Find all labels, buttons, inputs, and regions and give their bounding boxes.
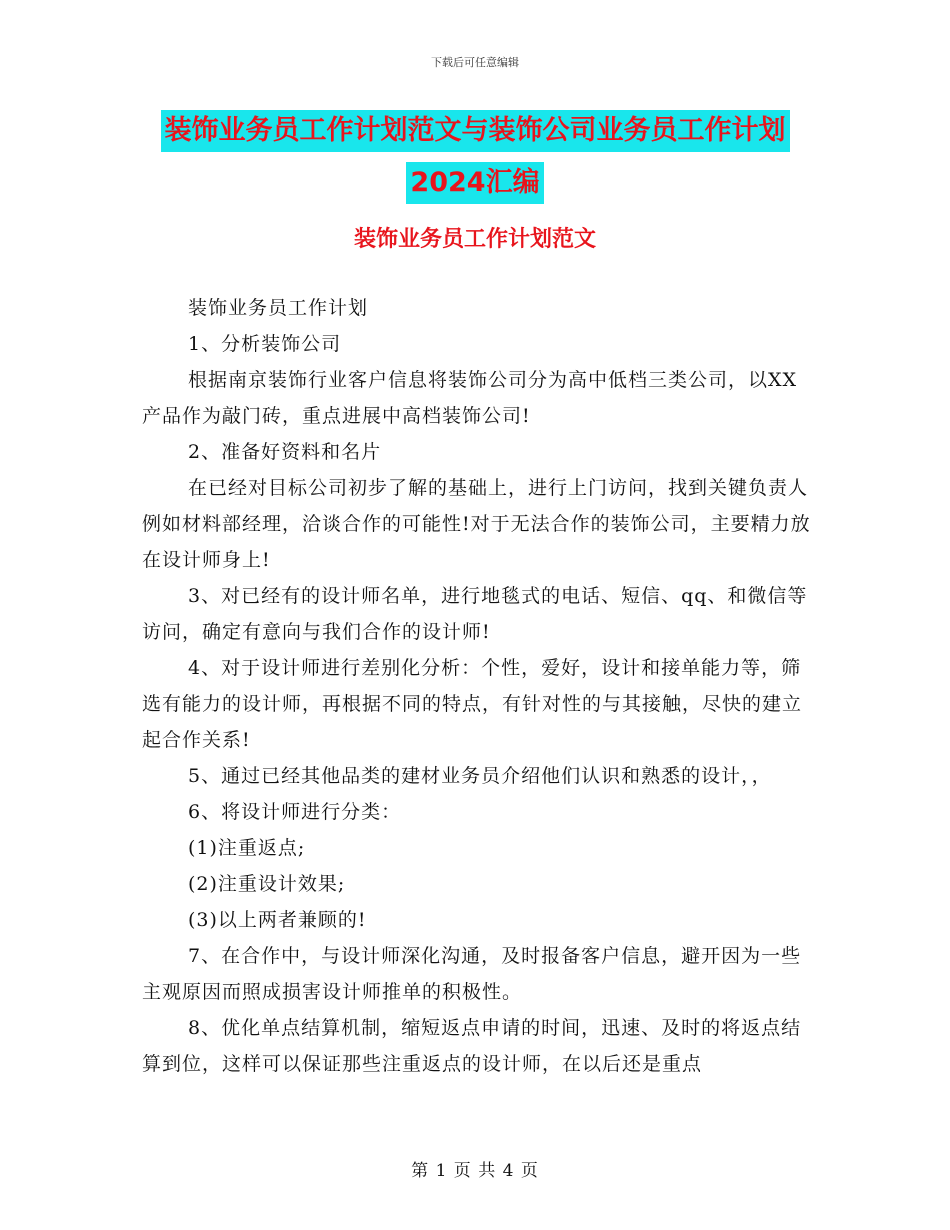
paragraph: 7、在合作中，与设计师深化沟通，及时报备客户信息，避开因为一些主观原因而照成损害设计师推单的积极性。 (142, 945, 802, 1003)
paragraph: 3、对已经有的设计师名单，进行地毯式的电话、短信、qq、和微信等访问，确定有意向与我们合作的设计师! (142, 585, 808, 643)
paragraph: (2)注重设计效果; (188, 873, 346, 895)
section-heading: 装饰业务员工作计划范文 (353, 227, 596, 252)
document-title (0, 110, 950, 204)
paragraph: 1、分析装饰公司 (188, 333, 342, 355)
paragraph: 5、通过已经其他品类的建材业务员介绍他们认识和熟悉的设计，， (188, 765, 772, 787)
paragraph: 2、准备好资料和名片 (188, 441, 382, 463)
page-footer: 第 1 页 共 4 页 (411, 1161, 539, 1181)
paragraph: (1)注重返点; (188, 837, 306, 859)
body-text (142, 290, 812, 1082)
paragraph: 4、对于设计师进行差别化分析：个性，爱好，设计和接单能力等，筛选有能力的设计师，再根据不同的特点，有针对性的与其接触，尽快的建立起合作关系! (142, 657, 803, 751)
paragraph: 根据南京装饰行业客户信息将装饰公司分为高中低档三类公司，以XX产品作为敲门砖，重点进展中高档装饰公司! (142, 369, 798, 427)
paragraph: 在已经对目标公司初步了解的基础上，进行上门访问，找到关键负责人例如材料部经理，洽谈合作的可能性!对于无法合作的装饰公司，主要精力放在设计师身上! (142, 477, 811, 571)
paragraph: 6、将设计师进行分类： (188, 801, 402, 823)
paragraph: 装饰业务员工作计划 (188, 297, 369, 319)
header-note: 下载后可任意编辑 (431, 56, 519, 69)
paragraph: 8、优化单点结算机制，缩短返点申请的时间，迅速、及时的将返点结算到位，这样可以保证那些注重返点的设计师，在以后还是重点 (142, 1017, 802, 1075)
title-line-2: 2024汇编 (406, 162, 543, 204)
paragraph: (3)以上两者兼顾的! (188, 909, 367, 931)
title-line-1: 装饰业务员工作计划范文与装饰公司业务员工作计划 (161, 110, 790, 152)
